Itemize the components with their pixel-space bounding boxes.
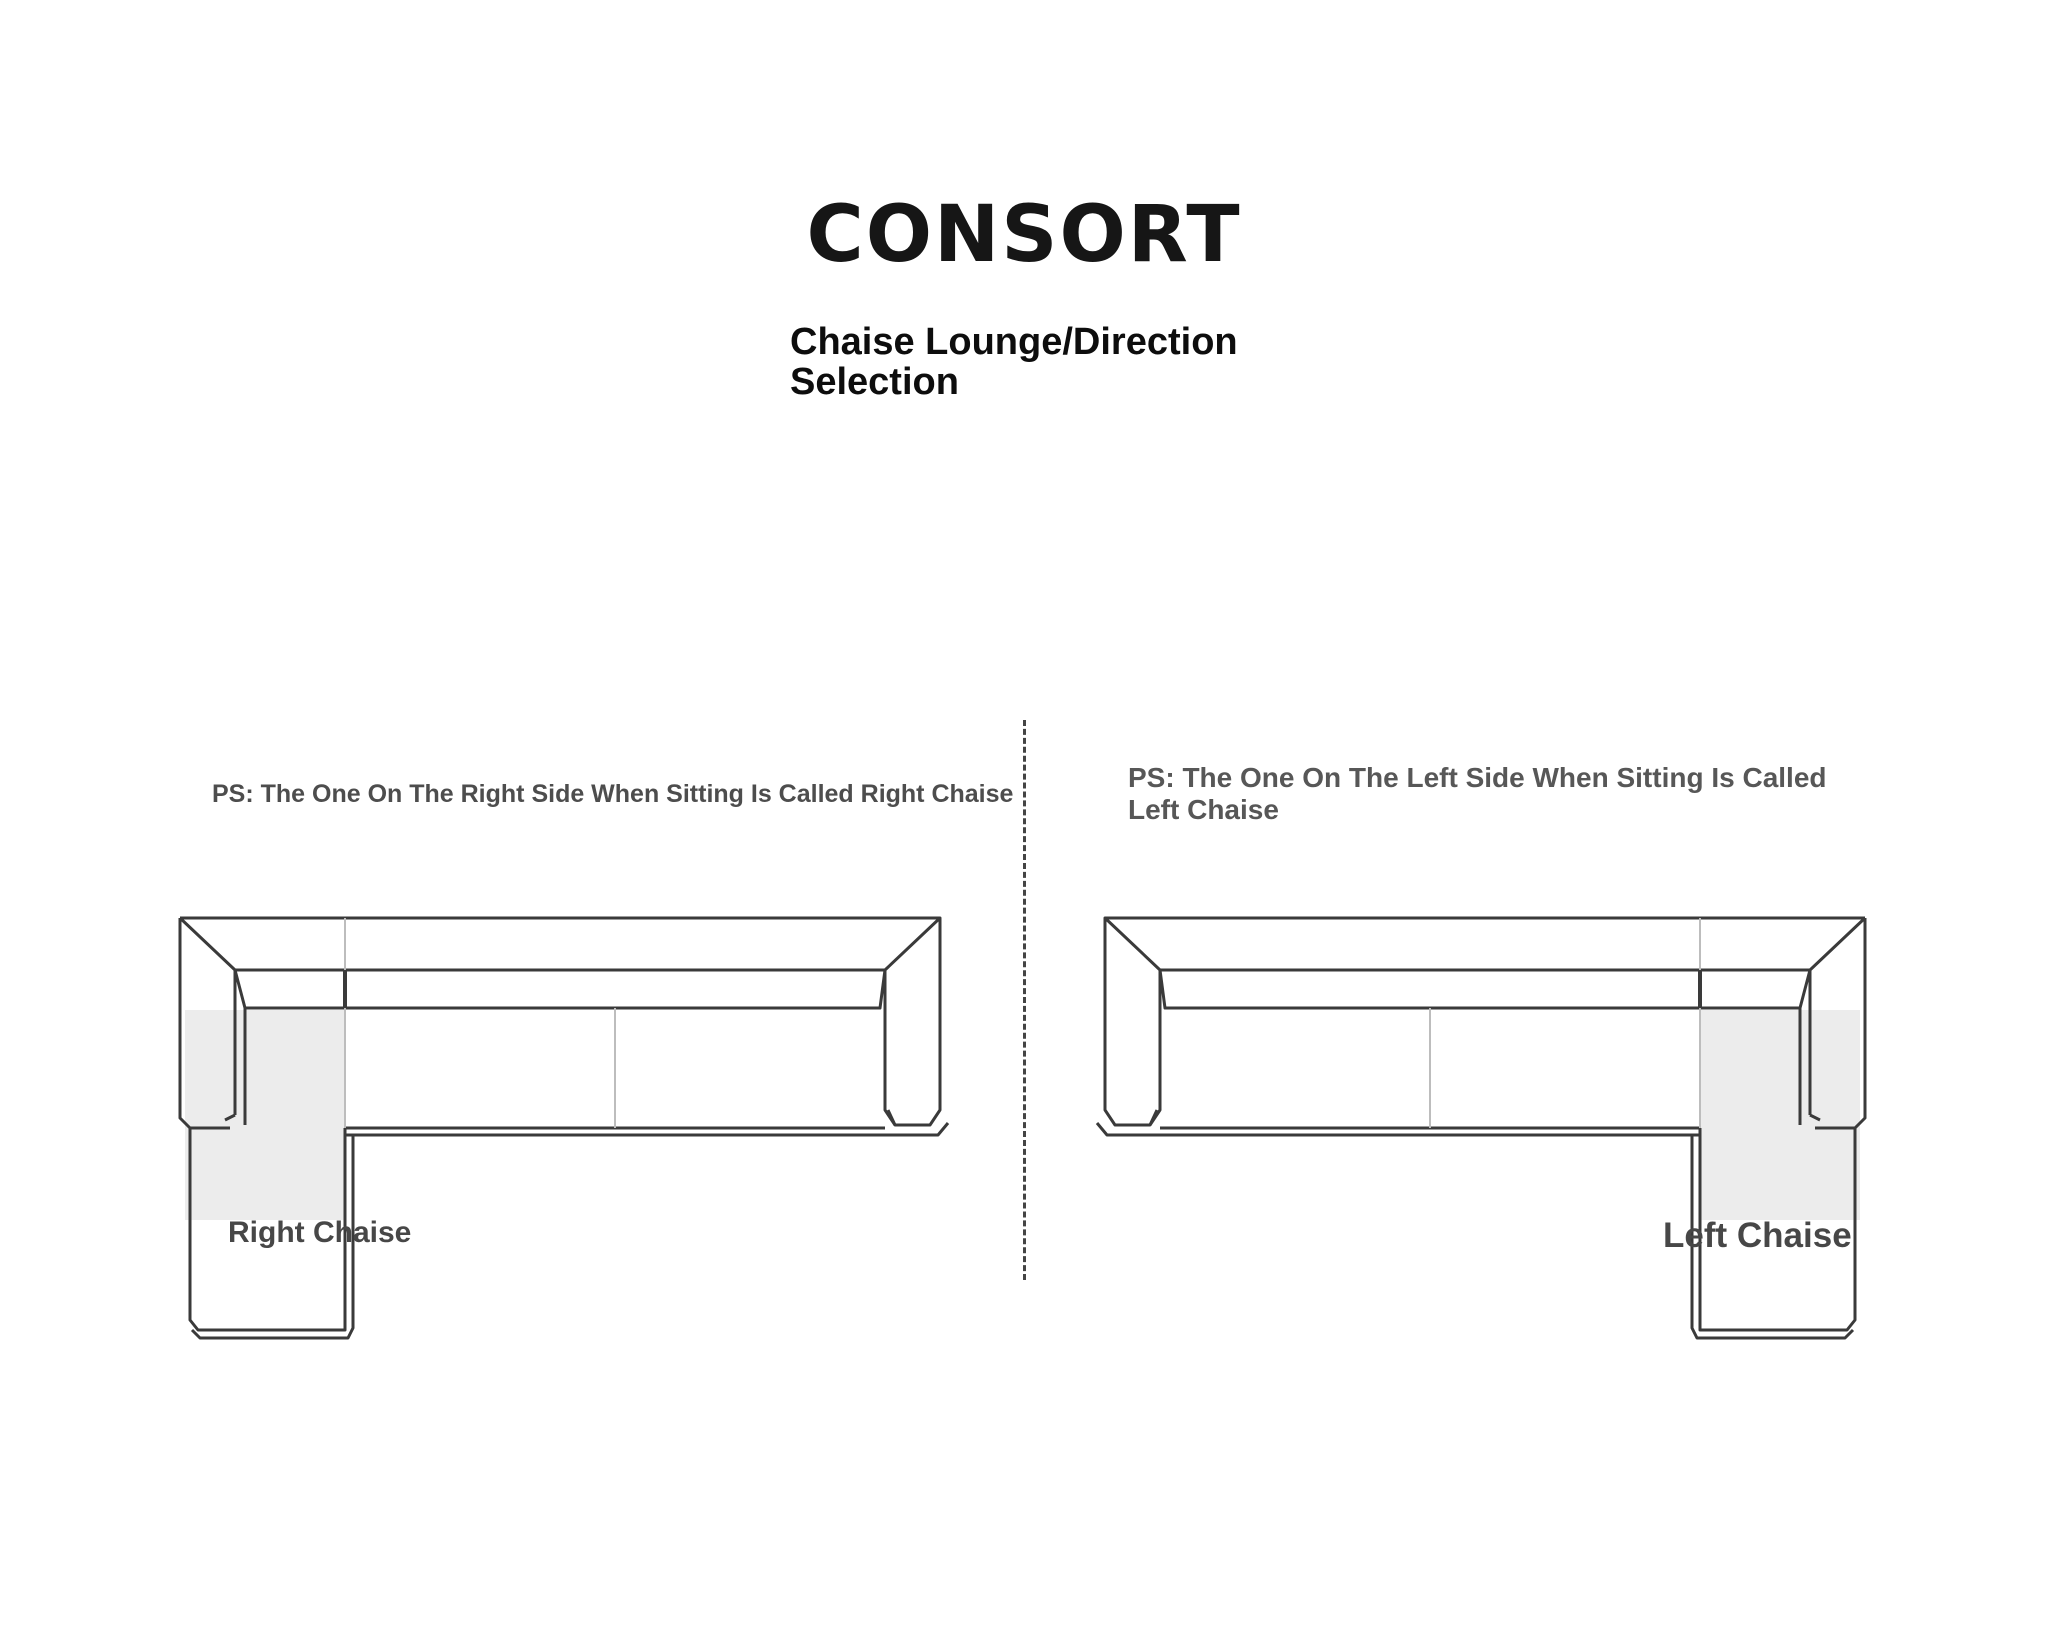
chaise-seat-fill [185, 1010, 345, 1220]
right-chaise-note: PS: The One On The Right Side When Sitting Is Called Right Chaise [212, 780, 1014, 808]
right-chaise-label: Right Chaise [228, 1216, 412, 1249]
left-chaise-sofa-svg [1095, 910, 1875, 1350]
left-chaise-label: Left Chaise [1663, 1216, 1852, 1255]
right-chaise-sofa-svg [170, 910, 950, 1350]
chaise-seat-fill [1700, 1010, 1860, 1220]
dashed-divider [1023, 720, 1026, 1280]
left-chaise-note: PS: The One On The Left Side When Sitting Is Called Left Chaise [1128, 762, 1827, 825]
right-chaise-sofa-diagram [170, 910, 950, 1350]
brand-logo: CONSORT [806, 190, 1242, 280]
left-chaise-sofa-diagram [1095, 910, 1875, 1350]
page-title: Chaise Lounge/Direction Selection [790, 321, 1238, 403]
